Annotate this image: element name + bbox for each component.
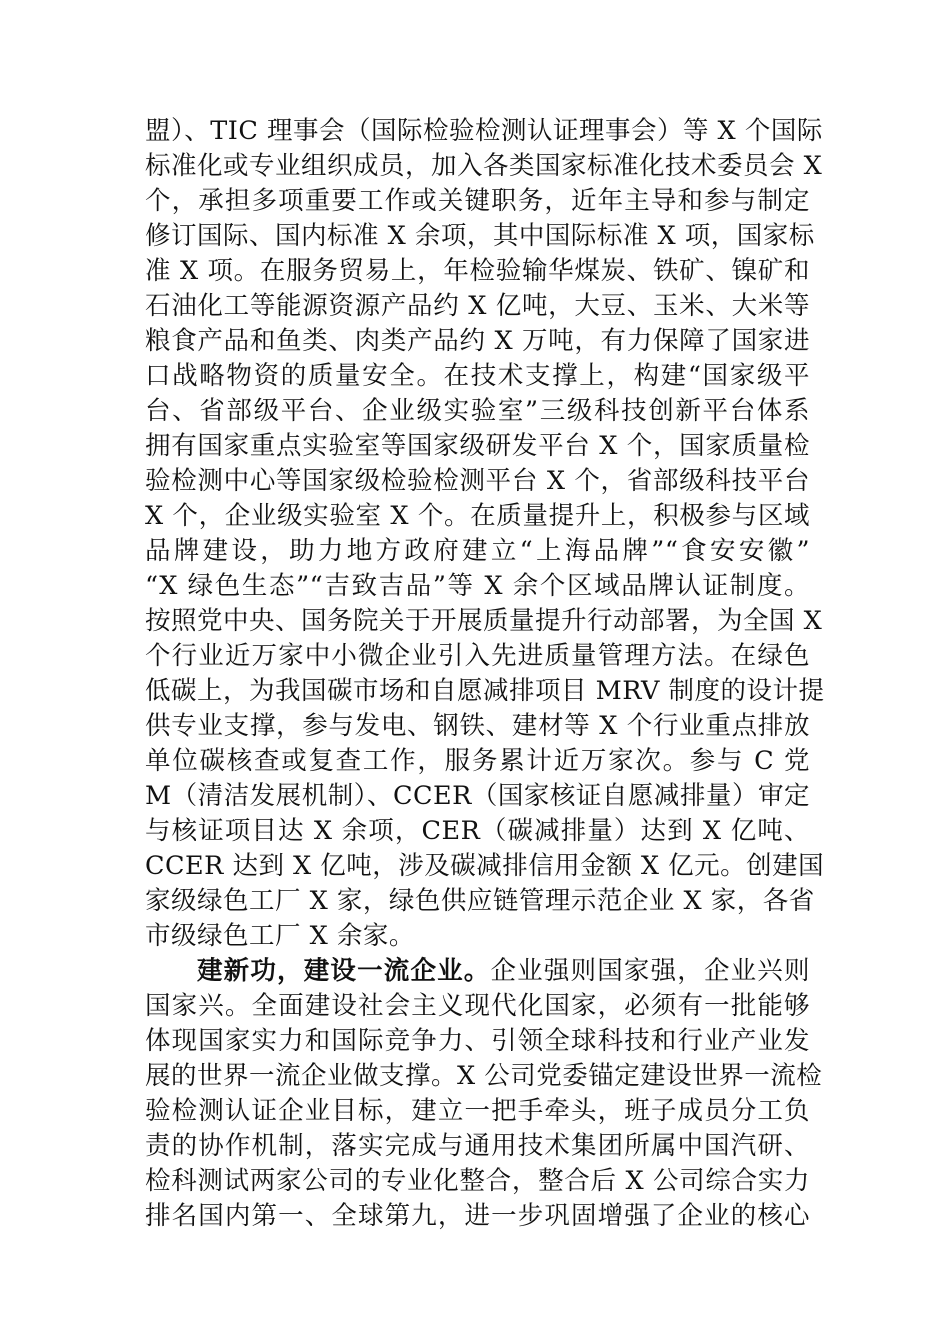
section-first-line [145, 954, 810, 989]
text-line: 市级绿色工厂 X 余家。 [145, 921, 415, 951]
text-line: 台、省部级平台、企业级实验室”三级科技创新平台体系 [145, 396, 810, 426]
text-line: 检科测试两家公司的专业化整合，整合后 X 公司综合实力 [145, 1166, 810, 1196]
text-line: 石油化工等能源资源产品约 X 亿吨，大豆、玉米、大米等 [145, 291, 810, 321]
text-line: 责的协作机制，落实完成与通用技术集团所属中国汽研、 [145, 1131, 810, 1161]
text-line: 与核证项目达 X 余项，CER（碳减排量）达到 X 亿吨、 [145, 816, 810, 846]
text-line: 盟）、TIC 理事会（国际检验检测认证理事会）等 X 个国际 [145, 116, 823, 146]
text-line: 国家兴。全面建设社会主义现代化国家，必须有一批能够 [145, 991, 810, 1021]
text-line: 验检测中心等国家级检验检测平台 X 个，省部级科技平台 [145, 466, 810, 496]
text-line: 验检测认证企业目标，建立一把手牵头，班子成员分工负 [145, 1096, 810, 1126]
text-line: 拥有国家重点实验室等国家级研发平台 X 个，国家质量检 [145, 431, 810, 461]
text-line: CCER 达到 X 亿吨，涉及碳减排信用金额 X 亿元。创建国 [145, 851, 825, 881]
text-line: X 个，企业级实验室 X 个。在质量提升上，积极参与区域 [145, 501, 810, 531]
text-line: 口战略物资的质量安全。在技术支撑上，构建“国家级平 [145, 361, 810, 391]
text-line: M（清洁发展机制）、CCER（国家核证自愿减排量）审定 [145, 781, 810, 811]
text-line: 低碳上，为我国碳市场和自愿减排项目 MRV 制度的设计提 [145, 676, 825, 706]
text-line: 粮食产品和鱼类、肉类产品约 X 万吨，有力保障了国家进 [145, 326, 810, 356]
text-line: 家级绿色工厂 X 家，绿色供应链管理示范企业 X 家，各省 [145, 886, 815, 916]
text-line: 展的世界一流企业做支撑。X 公司党委锚定建设世界一流检 [145, 1061, 823, 1091]
text-line: 个，承担多项重要工作或关键职务，近年主导和参与制定 [145, 186, 810, 216]
section-heading: 建新功，建设一流企业。 [197, 956, 491, 986]
text-line: 修订国际、国内标准 X 余项，其中国际标准 X 项，国家标 [145, 221, 815, 251]
text-line: 标准化或专业组织成员，加入各类国家标准化技术委员会 X [145, 151, 823, 181]
text-line: “X 绿色生态”“吉致吉品”等 X 余个区域品牌认证制度。 [145, 571, 810, 601]
text-line: 体现国家实力和国际竞争力、引领全球科技和行业产业发 [145, 1026, 810, 1056]
text-line: 排名国内第一、全球第九，进一步巩固增强了企业的核心 [145, 1201, 810, 1231]
body-text [145, 114, 825, 1234]
section-first-line-text: 企业强则国家强，企业兴则 [490, 956, 810, 986]
text-line: 按照党中央、国务院关于开展质量提升行动部署，为全国 X [145, 606, 823, 636]
text-line: 单位碳核查或复查工作，服务累计近万家次。参与 C 党 [145, 746, 810, 776]
text-line: 准 X 项。在服务贸易上，年检验输华煤炭、铁矿、镍矿和 [145, 256, 810, 286]
text-line: 供专业支撑，参与发电、钢铁、建材等 X 个行业重点排放 [145, 711, 810, 741]
text-line: 品牌建设，助力地方政府建立“上海品牌”“食安安徽” [145, 536, 810, 566]
text-line: 个行业近万家中小微企业引入先进质量管理方法。在绿色 [145, 641, 810, 671]
